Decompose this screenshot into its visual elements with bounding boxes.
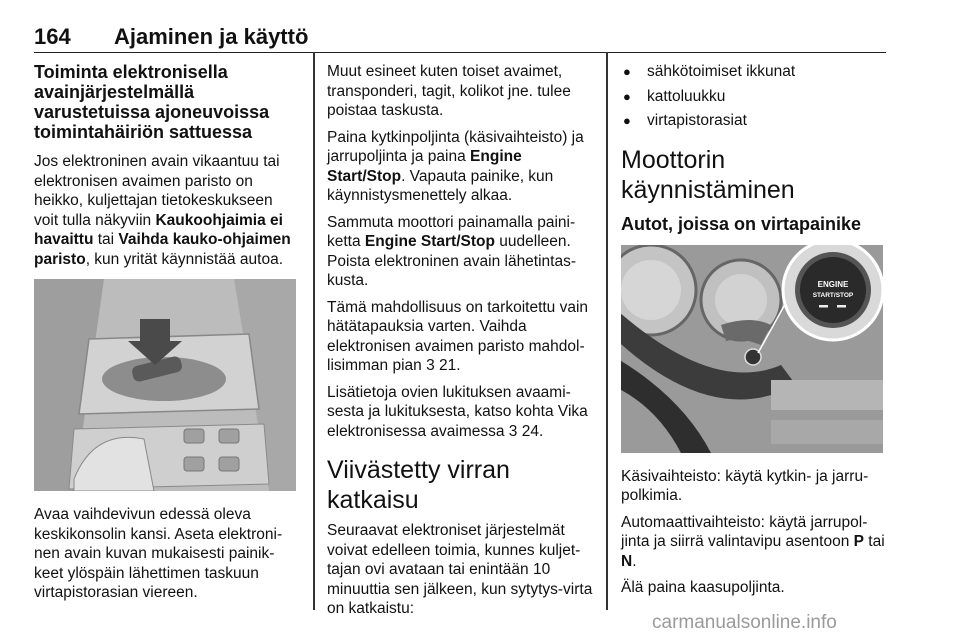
engine-label: ENGINE [817, 279, 849, 289]
figure-caption: Avaa vaihdevivun edessä oleva keskikonsolin kansi. Aseta elektroni-nen avain kuvan mukaisesti painik-keet ylöspäin lähettimen taskuun virtapistorasian viereen. [34, 506, 283, 601]
paragraph [621, 513, 887, 572]
paragraph [34, 152, 296, 269]
text: Lisätietoja ovien lukituksen avaami-sesta ja lukituksesta, katso kohta Vika elektronisessa avaimessa [327, 383, 588, 440]
watermark: carmanualsonline.info [652, 612, 837, 633]
column-2 [327, 62, 593, 626]
list-item: ● kattoluukku [621, 87, 887, 107]
paragraph: Muut esineet kuten toiset avaimet, transponderi, tagit, kolikot jne. tulee poistaa taskusta. [327, 63, 571, 119]
text: . [538, 422, 544, 440]
console-key-pocket-illustration [34, 279, 296, 491]
paragraph: Käsivaihteisto: käytä kytkin- ja jarru-polkimia. [621, 467, 869, 504]
gear-position: P [853, 533, 864, 550]
page-reference[interactable]: 3 21 [426, 357, 457, 374]
section-heading: Viivästetty virran katkaisu [327, 456, 510, 514]
text: Tämä mahdollisuus on tarkoitettu vain hätätapauksia varten. Vaihda elektronisen avaimen paristo mahdol-lisimman pian [327, 298, 589, 374]
message-text: Vaihda kauko-ohjaimen paristo [34, 231, 291, 268]
text: . [456, 357, 461, 374]
text: . [632, 552, 637, 570]
subsection-heading: Autot, joissa on virtapainike [621, 213, 862, 234]
paragraph [327, 128, 593, 206]
message-text: Kaukoohjaimia ei havaittu [34, 211, 283, 248]
engine-start-button-illustration [621, 245, 883, 453]
text: Paina kytkinpoljinta (käsivaihteisto) ja jarrupoljinta ja paina [327, 128, 584, 165]
gear-position: N [621, 552, 633, 570]
section-heading: Toiminta elektronisella avainjärjestelmällä varustetuissa ajoneuvoissa toimintahäiriön sattuessa [34, 62, 270, 142]
paragraph: Seuraavat elektroniset järjestelmät voivat edelleen toimia, kunnes kuljet-tajan ovi avataan tai enintään 10 minuuttia sen jälkeen, kun sytytys-virta on katkaistu: [327, 522, 593, 617]
text: tai [863, 533, 885, 550]
column-divider [313, 52, 315, 610]
start-stop-label: START/STOP [812, 291, 854, 299]
chapter-title: Ajaminen ja käyttö [114, 24, 309, 49]
paragraph [327, 298, 593, 376]
list-item: ● sähkötoimiset ikkunat [621, 62, 887, 82]
list-item: ● virtapistorasiat [621, 111, 887, 131]
paragraph: Älä paina kaasupoljinta. [621, 579, 785, 596]
paragraph [327, 213, 593, 291]
page-header [34, 22, 886, 53]
section-heading: Moottorin käynnistäminen [621, 145, 795, 204]
text: , kun yrität käynnistää autoa. [85, 250, 283, 268]
text: Sammuta moottori painamalla paini-ketta [327, 213, 576, 250]
text: Jos elektroninen avain vikaantuu tai elektronisen avaimen paristo on heikko, kuljettajan tietokeskukseen voit tulla näkyviin [34, 153, 280, 229]
page-reference[interactable]: 3 24 [508, 422, 539, 440]
text: uudelleen. Poista elektroninen avain lähetintas-kusta. [327, 233, 577, 289]
text: . Vapauta painike, kun käynnistysmenettely alkaa. [327, 167, 554, 204]
bullet-list [621, 62, 887, 131]
column-3 [621, 62, 887, 605]
button-name: Engine Start/Stop [364, 233, 495, 250]
page-number: 164 [34, 24, 71, 49]
text: Automaattivaihteisto: käytä jarrupol-jinta ja siirrä valintavipu asentoon [621, 513, 868, 550]
paragraph [327, 383, 593, 442]
column-divider [606, 52, 608, 610]
button-name: Engine Start/Stop [327, 148, 522, 185]
text: tai [93, 231, 119, 248]
column-1 [34, 62, 296, 610]
